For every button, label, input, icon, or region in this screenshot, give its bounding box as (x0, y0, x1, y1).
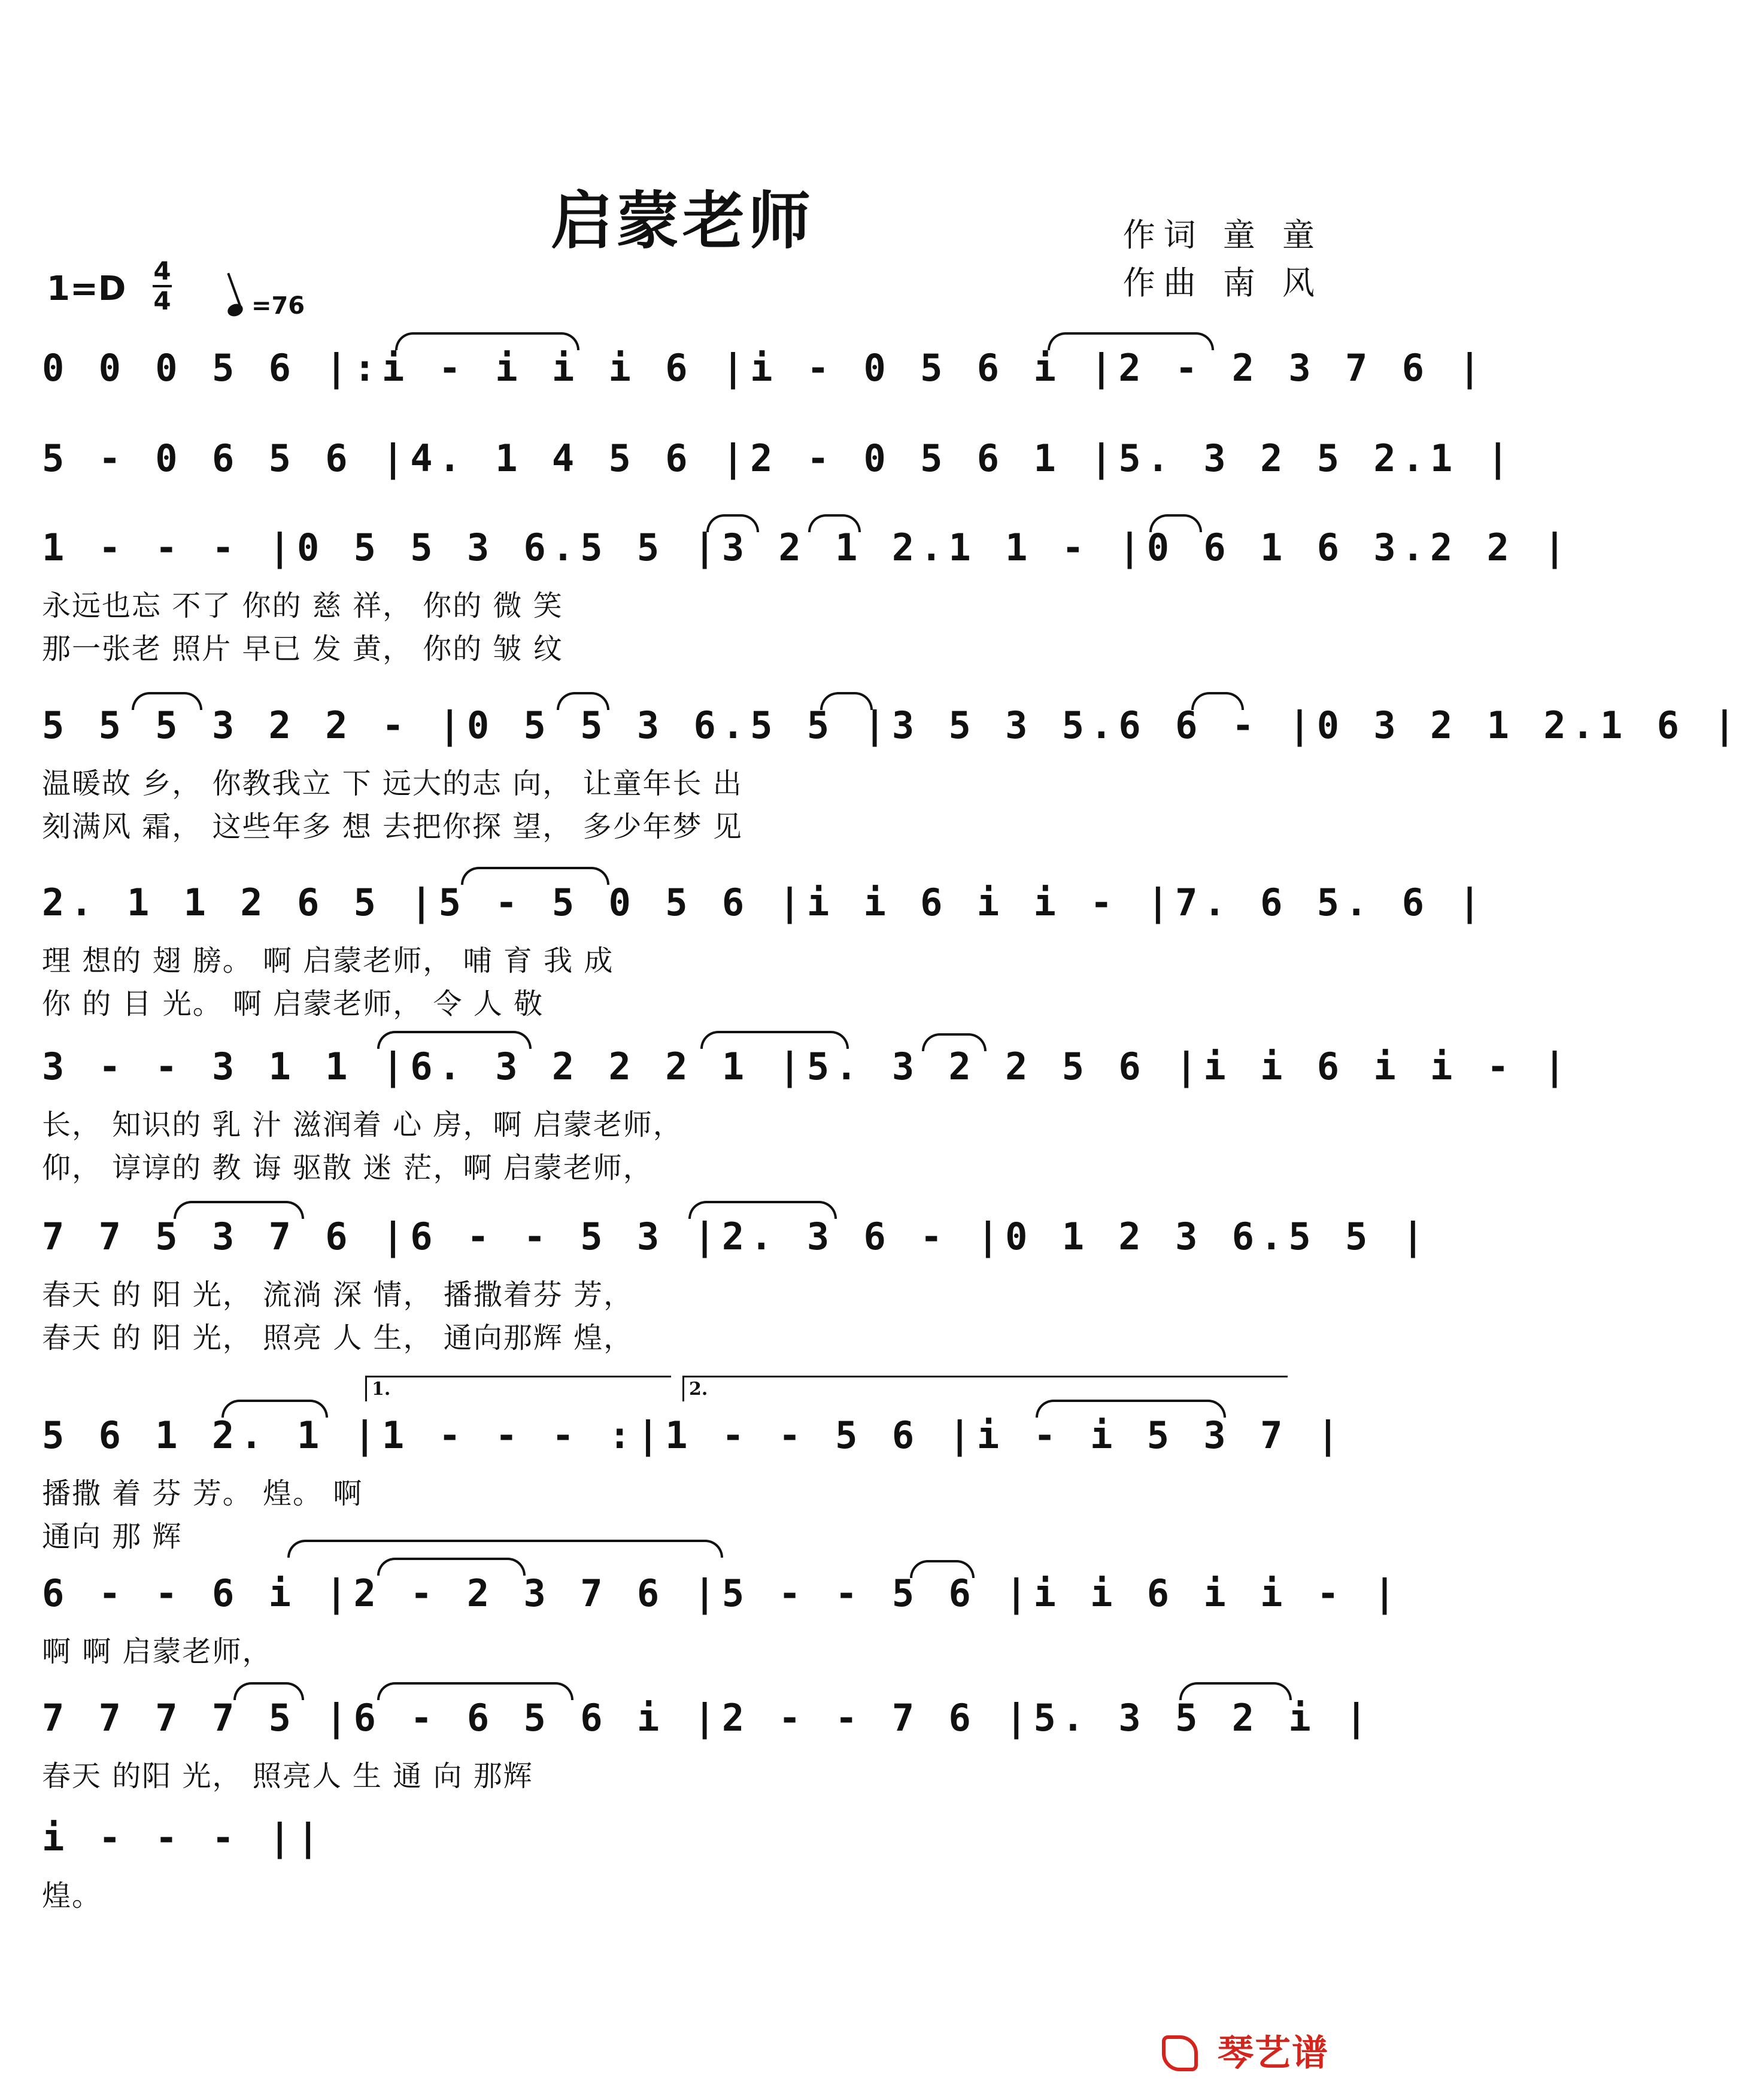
notation-line: 5 - 0 6 5 6 |4. 1 4 5 6 |2 - 0 5 6 1 |5. 3 2 5 2.1 | (42, 436, 1516, 480)
lyrics-verse-1: 永远也忘 不了 你的 慈 祥， 你的 微 笑 (42, 589, 563, 623)
lyrics-verse-1: 春天 的阳 光， 照亮人 生 通 向 那辉 (42, 1759, 533, 1793)
lyrics-verse-2: 仰， 谆谆的 教 诲 驱散 迷 茫，啊 启蒙老师， (42, 1151, 653, 1185)
lyrics-verse-2: 刻满风 霜， 这些年多 想 去把你探 望， 多少年梦 见 (42, 810, 743, 843)
notation-line: 5 5 5 3 2 2 - |0 5 5 3 6.5 5 |3 5 3 5.6 6 - |0 3 2 1 2.1 6 | (42, 703, 1742, 747)
watermark-text: 琴艺谱 (1218, 2032, 1329, 2074)
lyrics-verse-1: 长， 知识的 乳 汁 滋润着 心 房，啊 启蒙老师， (42, 1108, 683, 1142)
notation-line: 7 7 7 7 5 |6 - 6 5 6 i |2 - - 7 6 |5. 3 5 2 i | (42, 1696, 1374, 1740)
time-signature-top: 4 (153, 256, 171, 286)
time-signature-bottom: 4 (153, 286, 171, 315)
notation-line: 6 - - 6 i |2 - 2 3 7 6 |5 - - 5 6 |i i 6 i i - | (42, 1571, 1402, 1615)
lyrics-verse-1: 温暖故 乡， 你教我立 下 远大的志 向， 让童年长 出 (42, 767, 743, 800)
lyrics-verse-2: 通向 那 辉 (42, 1520, 183, 1553)
volta-first-ending: 1. (365, 1376, 671, 1401)
lyrics-verse-1: 春天 的 阳 光， 流淌 深 情， 播撒着芬 芳， (42, 1278, 634, 1312)
lyricist-credit: 作词 童 童 (1122, 216, 1323, 254)
composer-credit: 作曲 南 风 (1122, 264, 1323, 302)
notation-line: 7 7 5 3 7 6 |6 - - 5 3 |2. 3 6 - |0 1 2 3 6.5 5 | (42, 1215, 1431, 1258)
lyrics-verse-1: 啊 啊 启蒙老师， (42, 1635, 272, 1668)
volta-second-ending: 2. (682, 1376, 1288, 1401)
notation-line: 5 6 1 2. 1 |1 - - - :|1 - - 5 6 |i - i 5 3 7 | (42, 1413, 1346, 1457)
slur (287, 1540, 723, 1558)
time-signature (153, 257, 172, 315)
lyrics-verse-2: 你 的 目 光。 啊 启蒙老师， 令 人 敬 (42, 987, 544, 1021)
lyrics-verse-2: 春天 的 阳 光， 照亮 人 生， 通向那辉 煌， (42, 1321, 634, 1355)
logo-icon (1162, 2035, 1198, 2071)
lyrics-verse-1: 煌。 (42, 1879, 102, 1913)
notation-line: 2. 1 1 2 6 5 |5 - 5 0 5 6 |i i 6 i i - |7. 6 5. 6 | (42, 881, 1487, 924)
notation-line: 3 - - 3 1 1 |6. 3 2 2 2 1 |5. 3 2 2 5 6 |i i 6 i i - | (42, 1045, 1572, 1088)
watermark-logo (1162, 2025, 1329, 2076)
lyrics-verse-2: 那一张老 照片 早已 发 黄， 你的 皱 纹 (42, 632, 563, 666)
notation-line: 1 - - - |0 5 5 3 6.5 5 |3 2 1 2.1 1 - |0 6 1 6 3.2 2 | (42, 526, 1572, 569)
song-title: 启蒙老师 (550, 184, 814, 257)
lyrics-verse-1: 播撒 着 芬 芳。 煌。 啊 (42, 1477, 363, 1510)
quarter-note-icon (226, 302, 244, 318)
tempo-marking (227, 292, 305, 320)
notation-line: 0 0 0 5 6 |:i - i i i 6 |i - 0 5 6 i |2 - 2 3 7 6 | (42, 346, 1487, 390)
lyrics-verse-1: 理 想的 翅 膀。 啊 启蒙老师， 哺 育 我 成 (42, 944, 614, 978)
notation-line: i - - - || (42, 1816, 326, 1859)
tempo-value: =76 (251, 292, 305, 320)
key-signature: 1=D (47, 269, 126, 308)
